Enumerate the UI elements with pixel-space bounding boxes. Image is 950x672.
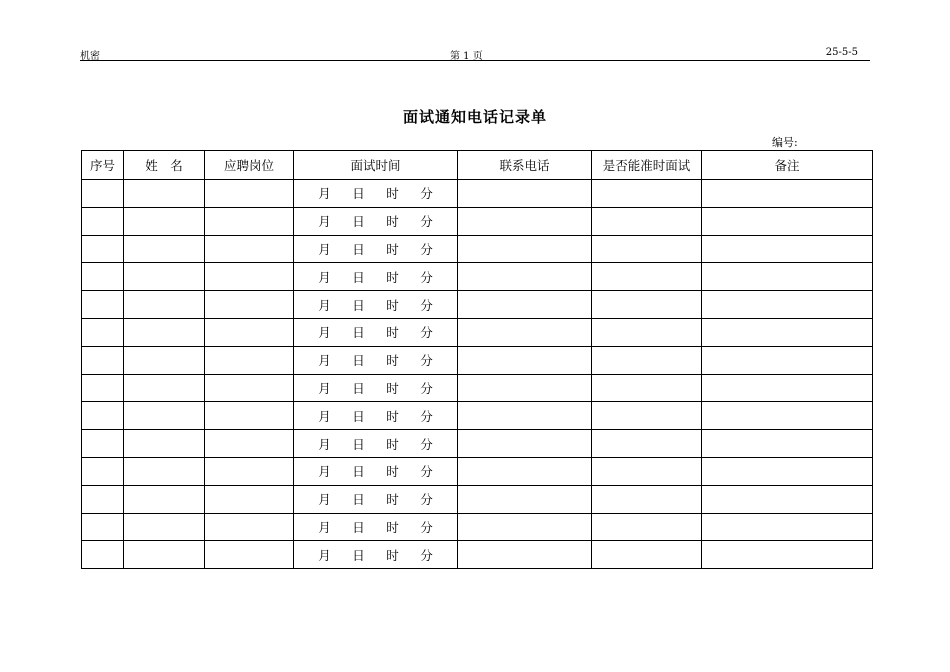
time-unit-label: 时 — [386, 214, 399, 230]
cell-name — [124, 291, 205, 319]
table-row — [82, 291, 873, 319]
cell-name — [124, 207, 205, 235]
time-unit-label: 时 — [386, 269, 399, 285]
cell-name — [124, 485, 205, 513]
cell-interview-time — [294, 346, 458, 374]
time-unit-label: 月 — [318, 436, 331, 452]
time-unit-label: 分 — [420, 241, 433, 257]
table-row — [82, 374, 873, 402]
cell-position — [205, 402, 294, 430]
cell-phone — [458, 513, 592, 541]
time-unit-label: 月 — [318, 297, 331, 313]
cell-on-time — [592, 374, 702, 402]
col-header-on-time: 是否能准时面试 — [592, 151, 702, 180]
cell-index — [82, 374, 124, 402]
cell-name — [124, 235, 205, 263]
cell-index — [82, 485, 124, 513]
time-unit-label: 分 — [420, 408, 433, 424]
col-header-phone: 联系电话 — [458, 151, 592, 180]
cell-phone — [458, 291, 592, 319]
cell-phone — [458, 263, 592, 291]
time-unit-label: 分 — [420, 186, 433, 202]
cell-name — [124, 346, 205, 374]
time-unit-label: 时 — [386, 325, 399, 341]
cell-on-time — [592, 346, 702, 374]
cell-on-time — [592, 513, 702, 541]
cell-position — [205, 513, 294, 541]
cell-position — [205, 457, 294, 485]
time-unit-label: 日 — [352, 269, 365, 285]
cell-index — [82, 457, 124, 485]
table-row — [82, 263, 873, 291]
cell-name — [124, 374, 205, 402]
time-unit-label: 日 — [352, 186, 365, 202]
table-row — [82, 318, 873, 346]
cell-position — [205, 318, 294, 346]
cell-interview-time — [294, 235, 458, 263]
cell-interview-time — [294, 485, 458, 513]
table-row — [82, 207, 873, 235]
time-unit-label: 分 — [420, 436, 433, 452]
table-row — [82, 430, 873, 458]
cell-name — [124, 263, 205, 291]
cell-remarks — [702, 207, 873, 235]
cell-phone — [458, 207, 592, 235]
cell-position — [205, 235, 294, 263]
cell-interview-time — [294, 457, 458, 485]
table-row — [82, 346, 873, 374]
time-unit-label: 日 — [352, 547, 365, 563]
time-unit-label: 日 — [352, 492, 365, 508]
cell-remarks — [702, 541, 873, 569]
document-title: 面试通知电话记录单 — [402, 108, 547, 126]
time-unit-label: 分 — [420, 269, 433, 285]
col-header-name: 姓 名 — [124, 151, 205, 180]
cell-interview-time — [294, 180, 458, 208]
time-unit-label: 日 — [352, 241, 365, 257]
cell-index — [82, 402, 124, 430]
time-unit-label: 时 — [386, 436, 399, 452]
page-number: 第 1 页 — [450, 51, 483, 62]
time-unit-label: 分 — [420, 547, 433, 563]
cell-phone — [458, 235, 592, 263]
cell-phone — [458, 374, 592, 402]
cell-remarks — [702, 180, 873, 208]
cell-interview-time — [294, 513, 458, 541]
time-unit-label: 分 — [420, 464, 433, 480]
cell-name — [124, 457, 205, 485]
time-unit-label: 日 — [352, 353, 365, 369]
time-unit-label: 分 — [420, 214, 433, 230]
document-code: 25-5-5 — [825, 47, 858, 58]
time-unit-label: 时 — [386, 380, 399, 396]
table-row — [82, 402, 873, 430]
cell-interview-time — [294, 402, 458, 430]
cell-index — [82, 207, 124, 235]
cell-name — [124, 402, 205, 430]
time-unit-label: 时 — [386, 353, 399, 369]
cell-on-time — [592, 263, 702, 291]
time-unit-label: 时 — [386, 241, 399, 257]
time-unit-label: 分 — [420, 325, 433, 341]
time-unit-label: 时 — [386, 492, 399, 508]
cell-position — [205, 291, 294, 319]
cell-index — [82, 541, 124, 569]
cell-position — [205, 430, 294, 458]
cell-index — [82, 263, 124, 291]
cell-interview-time — [294, 430, 458, 458]
cell-interview-time — [294, 374, 458, 402]
cell-remarks — [702, 485, 873, 513]
time-unit-label: 日 — [352, 214, 365, 230]
time-unit-label: 分 — [420, 492, 433, 508]
time-unit-label: 分 — [420, 297, 433, 313]
page-header — [80, 46, 870, 61]
time-unit-label: 日 — [352, 464, 365, 480]
time-unit-label: 时 — [386, 547, 399, 563]
time-unit-label: 月 — [318, 241, 331, 257]
cell-on-time — [592, 318, 702, 346]
time-unit-label: 日 — [352, 408, 365, 424]
cell-name — [124, 541, 205, 569]
cell-index — [82, 180, 124, 208]
cell-name — [124, 180, 205, 208]
cell-position — [205, 485, 294, 513]
time-unit-label: 月 — [318, 269, 331, 285]
cell-interview-time — [294, 291, 458, 319]
col-header-index: 序号 — [82, 151, 124, 180]
cell-phone — [458, 430, 592, 458]
cell-remarks — [702, 235, 873, 263]
col-header-position: 应聘岗位 — [205, 151, 294, 180]
confidential-label: 机密 — [80, 51, 100, 62]
table-row — [82, 457, 873, 485]
cell-position — [205, 263, 294, 291]
time-unit-label: 日 — [352, 436, 365, 452]
cell-index — [82, 318, 124, 346]
table-row — [82, 541, 873, 569]
cell-position — [205, 374, 294, 402]
time-unit-label: 月 — [318, 464, 331, 480]
cell-phone — [458, 346, 592, 374]
time-unit-label: 月 — [318, 408, 331, 424]
cell-interview-time — [294, 263, 458, 291]
cell-remarks — [702, 402, 873, 430]
cell-on-time — [592, 541, 702, 569]
cell-on-time — [592, 180, 702, 208]
cell-remarks — [702, 513, 873, 541]
cell-interview-time — [294, 541, 458, 569]
time-unit-label: 月 — [318, 325, 331, 341]
time-unit-label: 日 — [352, 519, 365, 535]
time-unit-label: 分 — [420, 353, 433, 369]
time-unit-label: 日 — [352, 297, 365, 313]
cell-index — [82, 235, 124, 263]
table-body — [82, 180, 873, 569]
time-unit-label: 时 — [386, 519, 399, 535]
cell-remarks — [702, 291, 873, 319]
cell-index — [82, 291, 124, 319]
cell-index — [82, 430, 124, 458]
cell-remarks — [702, 374, 873, 402]
table-row — [82, 235, 873, 263]
cell-on-time — [592, 207, 702, 235]
time-unit-label: 月 — [318, 519, 331, 535]
time-unit-label: 时 — [386, 464, 399, 480]
cell-on-time — [592, 402, 702, 430]
time-unit-label: 月 — [318, 214, 331, 230]
time-unit-label: 时 — [386, 186, 399, 202]
cell-on-time — [592, 457, 702, 485]
time-unit-label: 分 — [420, 519, 433, 535]
cell-position — [205, 180, 294, 208]
cell-interview-time — [294, 318, 458, 346]
time-unit-label: 月 — [318, 492, 331, 508]
cell-position — [205, 346, 294, 374]
cell-remarks — [702, 263, 873, 291]
time-unit-label: 日 — [352, 325, 365, 341]
time-unit-label: 月 — [318, 353, 331, 369]
cell-interview-time — [294, 207, 458, 235]
time-unit-label: 日 — [352, 380, 365, 396]
cell-on-time — [592, 291, 702, 319]
table-header-row — [82, 151, 873, 180]
col-header-interview-time: 面试时间 — [294, 151, 458, 180]
cell-phone — [458, 457, 592, 485]
cell-name — [124, 430, 205, 458]
cell-remarks — [702, 346, 873, 374]
cell-index — [82, 346, 124, 374]
time-unit-label: 月 — [318, 380, 331, 396]
cell-index — [82, 513, 124, 541]
time-unit-label: 月 — [318, 547, 331, 563]
serial-number-label: 编号: — [772, 136, 798, 149]
cell-remarks — [702, 430, 873, 458]
cell-position — [205, 541, 294, 569]
cell-phone — [458, 318, 592, 346]
cell-phone — [458, 180, 592, 208]
cell-on-time — [592, 235, 702, 263]
cell-phone — [458, 485, 592, 513]
time-unit-label: 分 — [420, 380, 433, 396]
cell-phone — [458, 541, 592, 569]
table-row — [82, 180, 873, 208]
cell-phone — [458, 402, 592, 430]
table-row — [82, 485, 873, 513]
time-unit-label: 月 — [318, 186, 331, 202]
table-row — [82, 513, 873, 541]
cell-remarks — [702, 318, 873, 346]
cell-on-time — [592, 485, 702, 513]
cell-name — [124, 513, 205, 541]
interview-record-table — [81, 150, 873, 569]
col-header-remarks: 备注 — [702, 151, 873, 180]
time-unit-label: 时 — [386, 408, 399, 424]
time-unit-label: 时 — [386, 297, 399, 313]
cell-on-time — [592, 430, 702, 458]
cell-position — [205, 207, 294, 235]
cell-name — [124, 318, 205, 346]
cell-remarks — [702, 457, 873, 485]
